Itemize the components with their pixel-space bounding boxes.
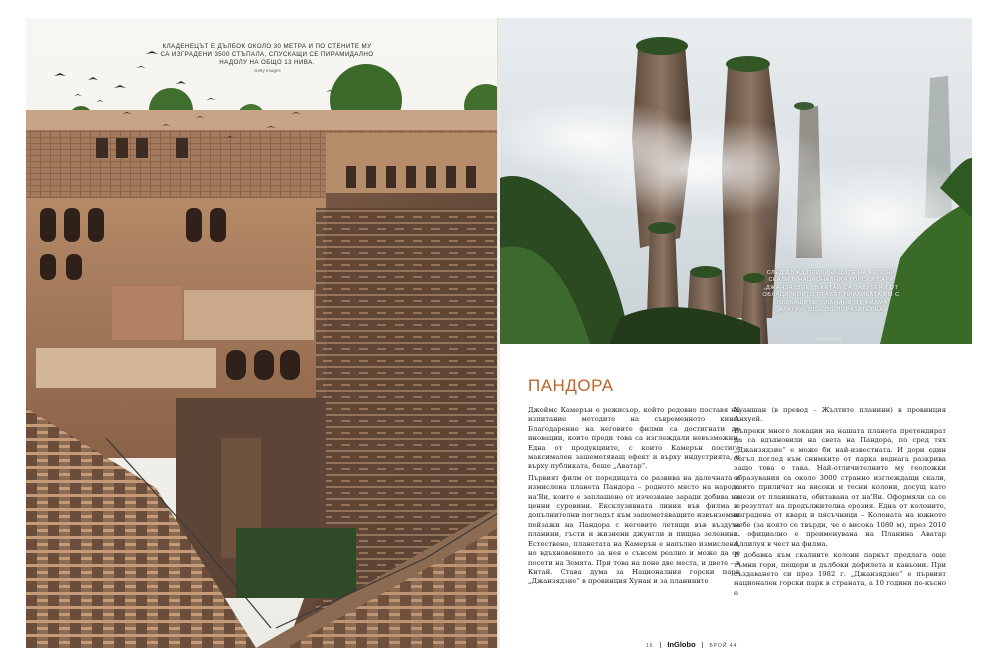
footer-divider xyxy=(660,642,661,648)
paragraph: Въпреки много локации на нашата планета претендират да са вдъхновили на света на Пандора, по сред тях „Джанзядзие“ е може би най-известната. И дори един бегъл поглед към снимките от парка веднага разкрива защо това е така. Най-отличителните му геоложки образувания са около 3000 странно изглеждащи скали, които приличат на високи и тесни колони, досущ като онези от планината, обитавана от на'Ви. Оформяли са се в резултат на продължителна ерозия. Една от колоните, изградена от кварц и пясъчници – Колоната на южното небе (за която се твърди, че е висока 1080 м), през 2010 г. официално е преименувана на Планина Аватар Аллилуя в чест на филма. xyxy=(734,426,946,548)
zhangjiajie-photo xyxy=(500,18,972,344)
footer-divider xyxy=(702,642,703,648)
article-heading: ПАНДОРА xyxy=(528,376,614,395)
paragraph: Хуаншан (в превод – Жълтите планини) в провинция Анхуей. xyxy=(734,406,946,424)
photo-caption: СЛЕД ДЪЖД ПРИЛИЧАЩИТЕ НА КОЛОНИ СКАЛИ В НАЦИОНАЛНИЯ ГОРСКИ ПАРК „ДЖАНЗЯДЗИЕ“ В КИТАЙ СА ЗАБУЛЕНИ ОТ ОБЛАЦИ, КОИТО ПРАВЯТ ПРИЛИКАТА ИМ С „ПЛАВАЩИТЕ“ ПЛАНИНИ ОТ ФИЛМА „АВАТАР“ ОЩЕ ПО-ПОРАЗИТЕЛНА. xyxy=(762,270,900,314)
photo-credit: Getty Images xyxy=(815,336,842,341)
page-number: 16 xyxy=(646,643,654,648)
magazine-logo: InGlobo xyxy=(667,640,696,648)
article-column-2 xyxy=(734,406,946,600)
issue-label: БРОЙ 44 xyxy=(709,643,738,648)
paragraph: В добавка към скалните колони паркът предлага още тъмни гори, пещери и дълбоки дефилета и каньони. При създаването си през 1982 г. „Джанзядзие“ е първият национален горски парк в страната, а 10 години по-късно е xyxy=(734,551,946,597)
paragraph: Джеймс Камерън е режисьор, който редовно поставя на изпитание методите на съвременното кино. Благодарение на неговите филми са достигнати до иновации, които преди това са изглеждали невъзможни. Една от продукциите, с които Камерън постига максимален зашеметяващ ефект и върху индустрията, и върху публиката, беше „Аватар“. xyxy=(528,406,740,471)
paragraph: Първият филм от поредицата се развива на далечната и измислена планета Пандора – родното място на народа на'Ви, които е заплашено от изчезване заради добива на ценни суровини. Ексклузивната линия във филма е допълнителни погледът към зашеметяващите извънземни пейзажи на Пандора с неговите летящи във въздуха планини, гъсти и жизнени джунгли и пищна зеленина. Естествено, планетата на Камерън е напълно измислена, но вдъхновението за нея е съвсем реално и може да се посети на Земята. При това на поне две места, и двете – в Китай. Става дума за Националния горски парк „Джанзядзие“ в провинция Хунан и за планините xyxy=(528,473,740,586)
page-footer xyxy=(646,640,737,648)
stepwell-photo xyxy=(26,18,498,648)
photo-credit: Getty Images xyxy=(254,68,281,73)
photo-caption: КЛАДЕНЕЦЪТ Е ДЪЛБОК ОКОЛО 30 МЕТРА И ПО СТЕНИТЕ МУ СА ИЗГРАДЕНИ 3500 СТЪПАЛА, СПУСКАЩИ СЕ ПИРАМИДАЛНО НАДОЛУ НА ОБЩО 13 НИВА. xyxy=(160,43,374,66)
article-column-1 xyxy=(528,406,740,589)
right-page xyxy=(500,18,972,648)
left-page xyxy=(26,18,498,648)
